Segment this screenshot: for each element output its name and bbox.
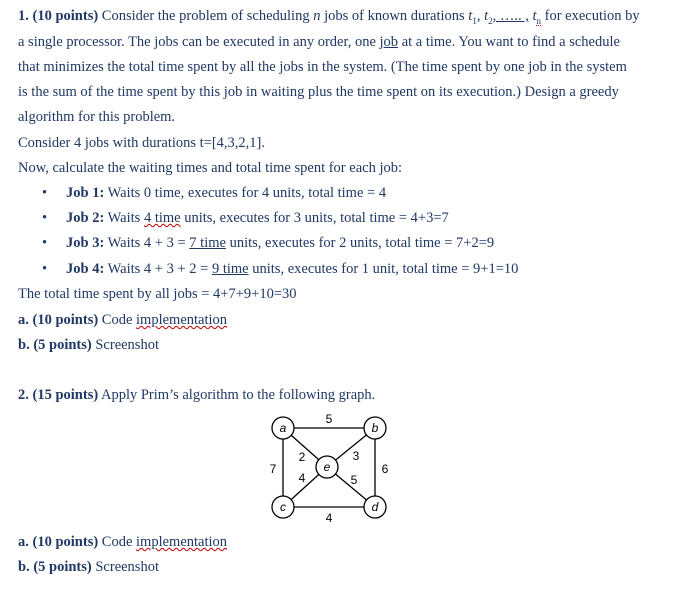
bullet-icon: •	[42, 261, 48, 277]
q2-b-label: b. (5 points)	[18, 559, 92, 575]
job-text: units, executes for 3 units, total time = 4+3=7	[180, 210, 449, 226]
bullet-icon: •	[42, 185, 48, 201]
q1-line-4: is the sum of the time spent by this job in waiting plus the time spent on its execution.) Design a greedy	[18, 84, 619, 100]
q1-a-label: a. (10 points)	[18, 312, 99, 328]
weight-d-e: 5	[350, 473, 358, 487]
q1-sub-n: n	[536, 15, 541, 26]
weight-b-e: 3	[352, 449, 360, 463]
q1-part-b	[18, 336, 159, 354]
q2-part-b	[18, 558, 159, 576]
q1-line-5: algorithm for this problem.	[18, 109, 176, 125]
q1-line-3: that minimizes the total time spent by all the jobs in the system. (The time spent by one job in the system	[18, 59, 627, 75]
q1-part-a	[18, 311, 227, 329]
q1-dots: , ….. ,	[492, 8, 529, 24]
job-label: Job 2:	[66, 210, 105, 226]
job-text: Waits	[104, 210, 144, 226]
weight-c-e: 4	[298, 471, 306, 485]
list-item	[42, 184, 386, 202]
job-text: Waits 0 time, executes for 4 units, total time = 4	[104, 185, 387, 201]
q1-text-b: jobs of known durations	[320, 8, 469, 24]
q1-line2-job: job	[379, 34, 399, 50]
q2-heading	[18, 386, 375, 404]
node-label-b: b	[371, 421, 379, 435]
node-label-e: e	[323, 460, 331, 474]
q2-text: Apply Prim’s algorithm to the following graph.	[98, 387, 376, 403]
weight-a-b: 5	[325, 412, 333, 426]
job-text: Waits 4 + 3 + 2 =	[104, 261, 212, 277]
node-label-a: a	[279, 421, 287, 435]
job-text: units, executes for 1 unit, total time = 9+1=10	[248, 261, 519, 277]
q1-a-pre: Code	[98, 312, 137, 328]
q1-sub-1: 1	[472, 15, 477, 26]
q1-points: (10 points)	[32, 8, 99, 24]
bullet-icon: •	[42, 210, 48, 226]
job-label: Job 1:	[66, 185, 105, 201]
weight-c-d: 4	[325, 511, 333, 525]
q1-b-text: Screenshot	[91, 337, 159, 353]
list-item	[42, 260, 518, 278]
q1-text-c: for execution by	[541, 8, 640, 24]
job-label: Job 4:	[66, 261, 105, 277]
graph-figure	[255, 405, 405, 525]
q2-a-label: a. (10 points)	[18, 534, 99, 550]
q1-now: Now, calculate the waiting times and total time spent for each job:	[18, 160, 402, 176]
q1-line2-post: at a time. You want to find a schedule	[398, 34, 620, 50]
q2-b-text: Screenshot	[91, 559, 159, 575]
bullet-icon: •	[42, 235, 48, 251]
weight-b-d: 6	[381, 462, 389, 476]
q1-consider: Consider 4 jobs with durations t=[4,3,2,1].	[18, 135, 266, 151]
job-underlined: 9 time	[211, 261, 249, 277]
list-item	[42, 209, 449, 227]
weight-a-e: 2	[298, 450, 306, 464]
q2-a-pre: Code	[98, 534, 137, 550]
weight-a-c: 7	[269, 462, 277, 476]
q2-a-word: implementation	[136, 534, 228, 550]
q1-var-t1: t	[468, 8, 473, 24]
q2-number: 2. (15 points)	[18, 387, 99, 403]
q1-b-label: b. (5 points)	[18, 337, 92, 353]
q1-line-2	[18, 33, 620, 51]
q1-comma: ,	[476, 8, 485, 24]
q1-text-a: Consider the problem of scheduling	[98, 8, 314, 24]
q1-total: The total time spent by all jobs = 4+7+9+10=30	[18, 286, 297, 302]
job-label: Job 3:	[66, 235, 105, 251]
job-text: units, executes for 2 units, total time = 7+2=9	[225, 235, 495, 251]
q1-a-word: implementation	[136, 312, 228, 328]
job-underlined: 7 time	[189, 235, 226, 251]
node-label-d: d	[371, 500, 379, 514]
q1-var-t2: t	[484, 8, 489, 24]
q1-sub-2: 2	[488, 15, 493, 26]
q1-var-n: n	[313, 8, 321, 24]
job-text: Waits 4 + 3 =	[104, 235, 190, 251]
q1-line-1	[18, 7, 640, 30]
q1-var-tn: t	[532, 8, 537, 24]
q2-part-a	[18, 533, 227, 551]
q1-number: 1.	[18, 8, 29, 24]
job-underlined: 4 time	[143, 210, 181, 226]
q1-line2-pre: a single processor. The jobs can be executed in any order, one	[18, 34, 380, 50]
list-item	[42, 234, 494, 252]
node-label-c: c	[280, 500, 286, 514]
